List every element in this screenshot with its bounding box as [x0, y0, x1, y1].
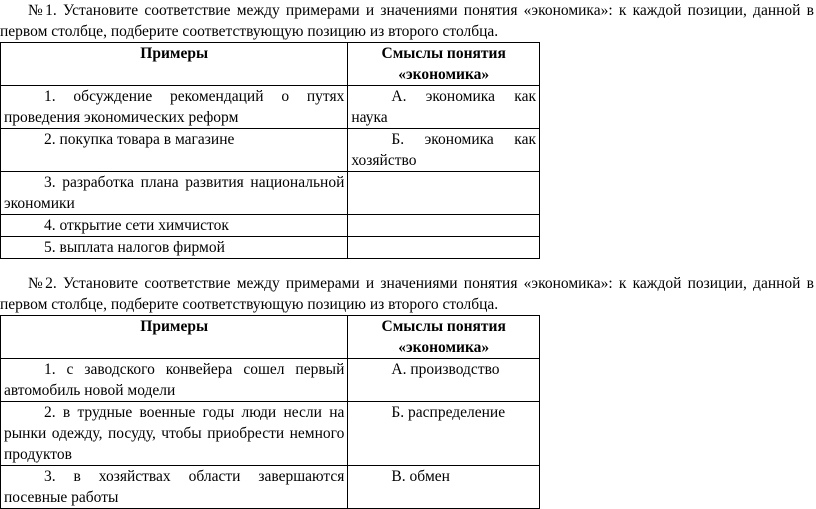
- task-1-table: [0, 42, 540, 259]
- header-examples: Примеры: [1, 316, 348, 359]
- meaning-cell: [348, 237, 540, 259]
- example-cell: 3. в хозяйствах области завершаются посевные работы: [1, 466, 348, 509]
- table-row: [1, 402, 540, 466]
- task-2: [0, 273, 816, 509]
- meaning-cell: В. обмен: [348, 466, 540, 509]
- table-row: [1, 129, 540, 172]
- example-cell: 2. покупка товара в магазине: [1, 129, 348, 172]
- table-header-row: [1, 43, 540, 86]
- example-cell: 1. с заводского конвейера сошел первый автомобиль новой модели: [1, 359, 348, 402]
- meaning-cell: Б. экономика как хозяйство: [348, 129, 540, 172]
- table-row: [1, 215, 540, 237]
- table-row: [1, 172, 540, 215]
- example-cell: 2. в трудные военные годы люди несли на рынки одежду, посуду, чтобы приобрести немного продуктов: [1, 402, 348, 466]
- header-meanings: Смыслы понятия «экономика»: [348, 316, 540, 359]
- table-header-row: [1, 316, 540, 359]
- meaning-cell: А. экономика как наука: [348, 86, 540, 129]
- example-cell: 3. разработка плана развития национальной экономики: [1, 172, 348, 215]
- table-row: [1, 466, 540, 509]
- header-meanings: Смыслы понятия «экономика»: [348, 43, 540, 86]
- task-2-text: №2. Установите соответствие между примерами и значениями понятия «экономика»: к каждой позиции, данной в первом столбце, подберите соответствующую позицию из второго столбца.: [0, 275, 814, 313]
- example-cell: 1. обсуждение рекомендаций о путях проведения экономических реформ: [1, 86, 348, 129]
- table-row: [1, 86, 540, 129]
- meaning-cell: А. производство: [348, 359, 540, 402]
- table-row: [1, 237, 540, 259]
- meaning-cell: [348, 172, 540, 215]
- table-row: [1, 359, 540, 402]
- task-2-table: [0, 315, 540, 509]
- meaning-cell: [348, 215, 540, 237]
- meaning-cell: Б. распределение: [348, 402, 540, 466]
- example-cell: 5. выплата налогов фирмой: [1, 237, 348, 259]
- header-examples: Примеры: [1, 43, 348, 86]
- task-1-text: №1. Установите соответствие между примерами и значениями понятия «экономика»: к каждой позиции, данной в первом столбце, подберите соответствующую позицию из второго столбца.: [0, 2, 814, 40]
- example-cell: 4. открытие сети химчисток: [1, 215, 348, 237]
